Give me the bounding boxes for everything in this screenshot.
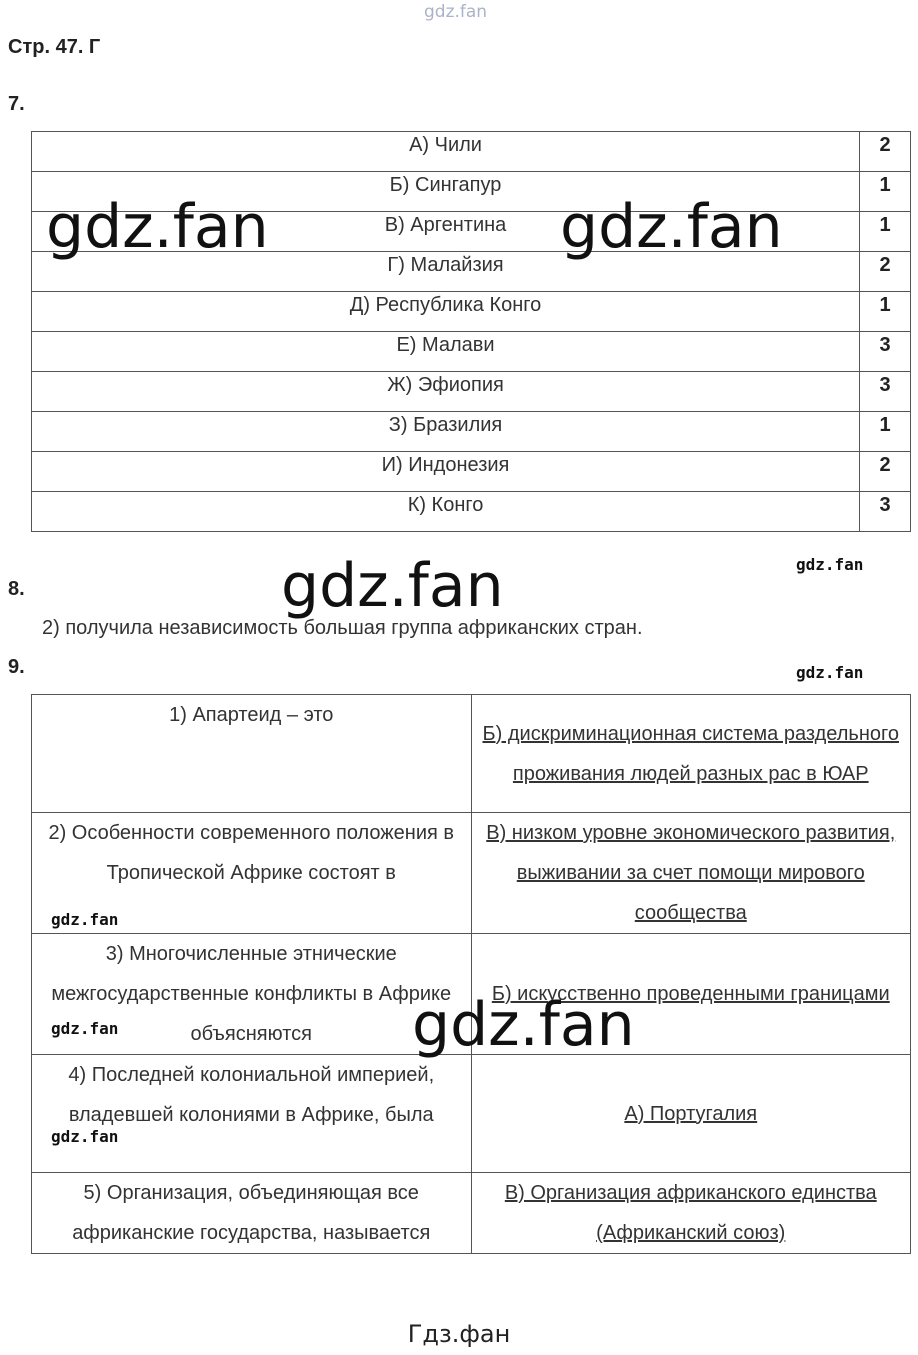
question-cell: 2) Особенности современного положения в Тропической Африке состоят в <box>32 813 472 934</box>
watermark-small: gdz.fan <box>51 910 119 929</box>
question-9-table <box>31 694 911 1254</box>
table-row <box>32 372 911 412</box>
value-cell: 1 <box>860 292 911 332</box>
table-row <box>32 452 911 492</box>
value-cell: 1 <box>860 172 911 212</box>
value-cell: 2 <box>860 452 911 492</box>
value-cell: 2 <box>860 252 911 292</box>
value-cell: 1 <box>860 412 911 452</box>
table-row <box>32 695 911 813</box>
table-row <box>32 813 911 934</box>
question-cell: 4) Последней колониальной империей, владевшей колониями в Африке, была <box>32 1055 472 1173</box>
watermark-small: gdz.fan <box>51 1127 119 1146</box>
question-cell: 1) Апартеид – это <box>32 695 472 813</box>
country-cell: Б) Сингапур <box>32 172 860 212</box>
value-cell: 3 <box>860 372 911 412</box>
table-row <box>32 212 911 252</box>
table-row <box>32 252 911 292</box>
watermark-small: gdz.fan <box>51 1019 119 1038</box>
watermark-large: gdz.fan <box>412 990 635 1060</box>
answer-text: В) Организация африканского единства (Африканский союз) <box>504 1182 877 1244</box>
value-cell: 3 <box>860 332 911 372</box>
watermark-top: gdz.fan <box>424 2 488 22</box>
country-cell: Д) Республика Конго <box>32 292 860 332</box>
question-8-number: 8. <box>8 578 25 600</box>
watermark-small: gdz.fan <box>796 555 864 574</box>
country-cell: З) Бразилия <box>32 412 860 452</box>
answer-text: А) Португалия <box>624 1102 758 1125</box>
country-cell: Г) Малайзия <box>32 252 860 292</box>
question-cell: 5) Организация, объединяющая все африканские государства, называется <box>32 1173 472 1254</box>
table-row <box>32 292 911 332</box>
answer-cell <box>471 1055 911 1173</box>
table-row <box>32 492 911 532</box>
table-row <box>32 412 911 452</box>
table-row <box>32 172 911 212</box>
question-7-number: 7. <box>8 93 25 115</box>
answer-text: Б) дискриминационная система раздельного проживания людей разных рас в ЮАР <box>482 722 899 785</box>
table-row <box>32 1173 911 1254</box>
footer-site-name: Гдз.фан <box>407 1320 511 1348</box>
watermark-large: gdz.fan <box>281 551 504 621</box>
question-cell: 3) Многочисленные этнические межгосударственные конфликты в Африке объясняются <box>32 934 472 1055</box>
country-cell: К) Конго <box>32 492 860 532</box>
answer-cell <box>471 934 911 1055</box>
table-row <box>32 132 911 172</box>
answer-text: В) низком уровне экономического развития, выживании за счет помощи мирового сообщества <box>486 822 896 924</box>
question-8-answer: 2) получила независимость большая группа африканских стран. <box>42 617 643 639</box>
page-title: Стр. 47. Г <box>8 36 101 58</box>
watermark-small: gdz.fan <box>796 663 864 682</box>
value-cell: 1 <box>860 212 911 252</box>
answer-cell <box>471 813 911 934</box>
watermark-large: gdz.fan <box>46 192 269 262</box>
country-cell: А) Чили <box>32 132 860 172</box>
value-cell: 2 <box>860 132 911 172</box>
answer-cell <box>471 695 911 813</box>
table-row <box>32 934 911 1055</box>
answer-text: Б) искусственно проведенными границами <box>491 983 890 1005</box>
country-cell: И) Индонезия <box>32 452 860 492</box>
table-row <box>32 332 911 372</box>
country-cell: Е) Малави <box>32 332 860 372</box>
country-cell: В) Аргентина <box>32 212 860 252</box>
question-9-number: 9. <box>8 656 25 678</box>
value-cell: 3 <box>860 492 911 532</box>
country-cell: Ж) Эфиопия <box>32 372 860 412</box>
watermark-large: gdz.fan <box>560 192 783 262</box>
answer-cell <box>471 1173 911 1254</box>
table-row <box>32 1055 911 1173</box>
question-7-table <box>31 131 911 532</box>
